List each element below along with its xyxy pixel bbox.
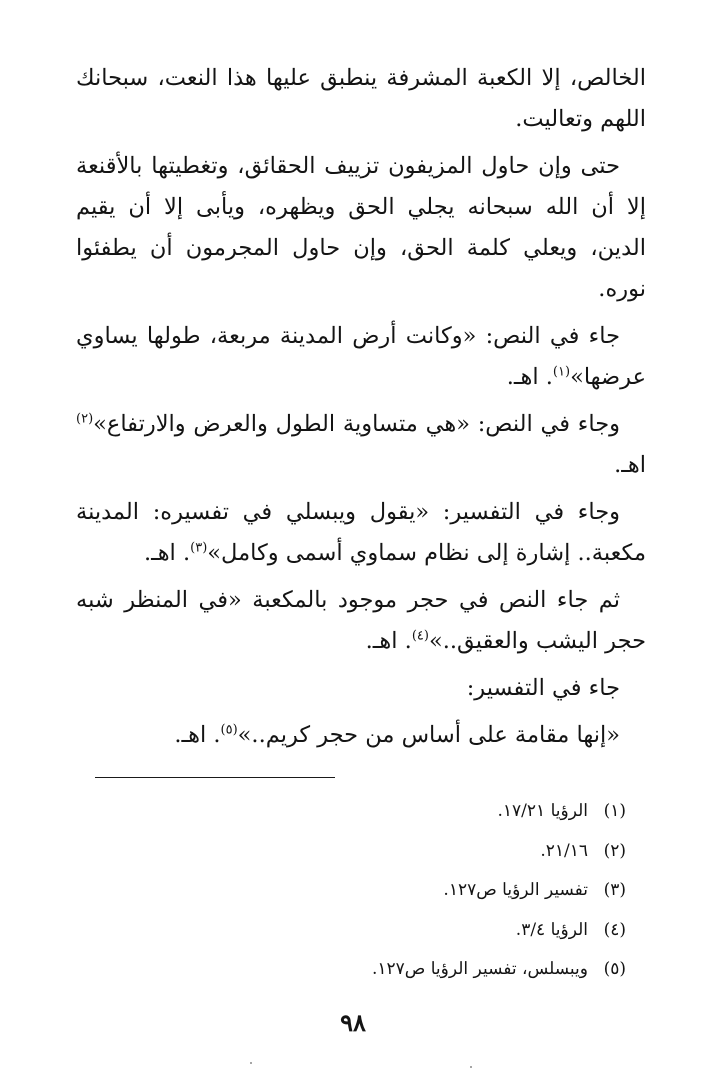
paragraph-7-text: جاء في التفسير: [466, 675, 620, 701]
paragraph-1-text: الخالص، إلا الكعبة المشرفة ينطبق عليها هذا النعت، سبحانك اللهم وتعاليت. [76, 65, 646, 132]
footnote-number: (٤) [603, 919, 626, 940]
footnote-ref-3: (٣) [190, 540, 208, 556]
paragraph-2-text: حتى وإن حاول المزيفون تزييف الحقائق، وتغطيتها بالأقنعة إلا أن الله سبحانه يجلي الحق ويظهره، ويأبى إلا أن يقيم الدين، ويعلي كلمة الحق، وإن حاول المجرمون أن يطفئوا نوره. [76, 153, 646, 302]
scan-speck [470, 1066, 472, 1068]
paragraph-8-text: «إنها مقامة على أساس من حجر كريم..» [237, 722, 620, 748]
paragraph-4 [76, 404, 646, 486]
footnote-3 [106, 871, 626, 911]
footnote-ref-1: (١) [552, 364, 571, 380]
paragraph-6-tail: . اهـ. [365, 628, 412, 654]
footnote-divider [95, 777, 335, 778]
footnotes-list [106, 792, 626, 990]
footnote-number: (٢) [603, 840, 626, 861]
paragraph-7 [76, 668, 646, 709]
footnote-text: ويبسلس، تفسير الرؤيا ص١٢٧. [371, 959, 588, 979]
footnote-text: ٢١/١٦. [540, 840, 588, 861]
footnote-ref-2: (٢) [76, 411, 94, 427]
paragraph-5-tail: . اهـ. [143, 540, 191, 566]
footnote-2 [106, 832, 626, 872]
footnote-number: (٥) [603, 959, 626, 979]
footnote-number: (١) [603, 801, 626, 821]
page-body [76, 58, 646, 762]
footnote-ref-4: (٤) [411, 628, 429, 644]
footnote-text: الرؤيا ١٧/٢١. [497, 801, 588, 821]
paragraph-5 [76, 492, 646, 574]
paragraph-6-text: ثم جاء النص في حجر موجود بالمكعبة «في المنظر شبه حجر اليشب والعقيق..» [76, 587, 646, 654]
footnote-4 [106, 911, 626, 951]
paragraph-1 [76, 58, 646, 140]
footnote-number: (٣) [603, 880, 626, 900]
paragraph-6 [76, 580, 646, 662]
paragraph-4-tail: اهـ. [614, 452, 646, 478]
footnote-text: الرؤيا ٣/٤. [515, 919, 588, 940]
footnote-ref-5: (٥) [220, 722, 238, 738]
paragraph-3-text: جاء في النص: «وكانت أرض المدينة مربعة، طولها يساوي عرضها» [76, 323, 646, 390]
page-number: ٩٨ [340, 1008, 366, 1037]
paragraph-3 [76, 316, 646, 398]
paragraph-8-tail: . اهـ. [174, 722, 221, 748]
paragraph-4-text: وجاء في النص: «هي متساوية الطول والعرض والارتفاع» [93, 411, 620, 437]
footnote-5 [106, 950, 626, 990]
paragraph-8 [76, 715, 646, 756]
paragraph-5-text: وجاء في التفسير: «يقول ويبسلي في تفسيره: المدينة مكعبة.. إشارة إلى نظام سماوي أسمى وكامل» [76, 499, 646, 566]
scan-speck [250, 1062, 252, 1064]
footnote-text: تفسير الرؤيا ص١٢٧. [443, 880, 588, 900]
paragraph-3-tail: . اهـ. [506, 364, 553, 390]
paragraph-2 [76, 146, 646, 310]
footnote-1 [106, 792, 626, 832]
